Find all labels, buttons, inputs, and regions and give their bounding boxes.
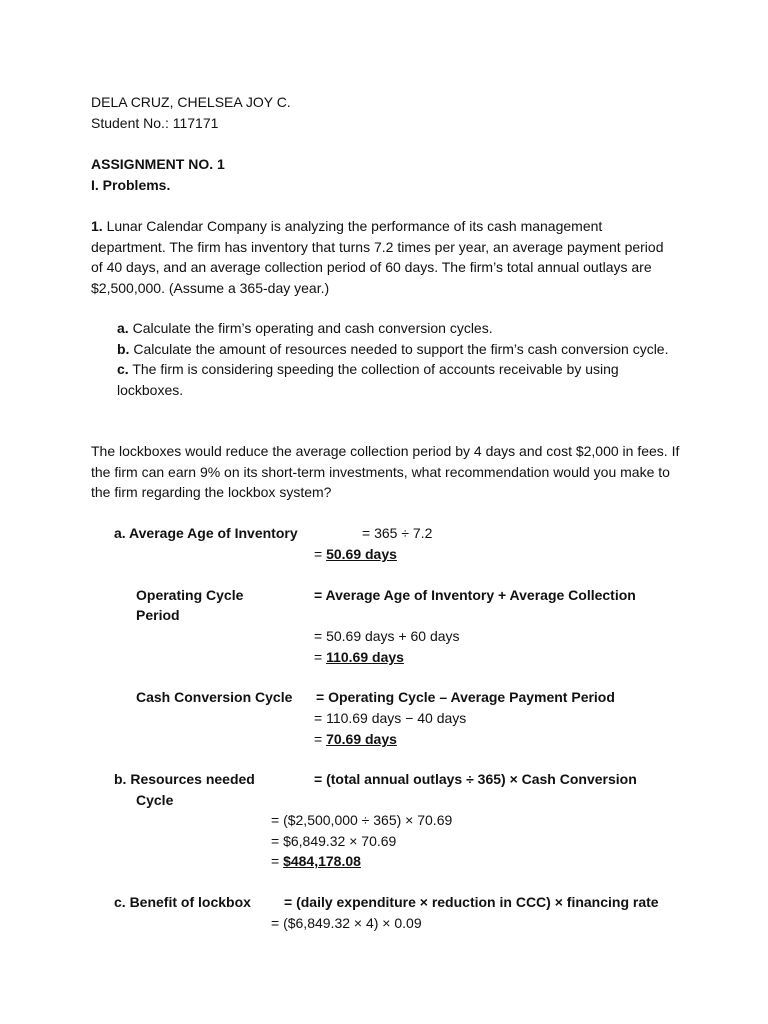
solution-b-step1: = ($2,500,000 ÷ 365) × 70.69	[271, 812, 453, 828]
problem-item-b: b. Calculate the amount of resources needed to support the firm’s cash conversion cycle.	[117, 340, 669, 357]
ccc-step: = 110.69 days − 40 days	[314, 710, 467, 726]
student-number: Student No.: 117171	[91, 115, 219, 131]
problem-items	[117, 318, 677, 400]
problem-paragraph	[91, 216, 675, 298]
problem-item-a: a. Calculate the firm’s operating and cash conversion cycles.	[117, 320, 493, 336]
problem-number: 1.	[91, 218, 103, 234]
solution-b-formula: = (total annual outlays ÷ 365) × Cash Conversion	[314, 771, 637, 787]
operating-cycle-formula: = Average Age of Inventory + Average Collection	[314, 587, 636, 603]
ccc-result: = 70.69 days	[314, 731, 397, 747]
student-name: DELA CRUZ, CHELSEA JOY C.	[91, 94, 291, 110]
solution-b-label: b. Resources needed	[114, 771, 255, 787]
solution-b-result: = $484,178.08	[271, 853, 361, 869]
assignment-title: ASSIGNMENT NO. 1	[91, 156, 225, 172]
solution-a-label: a. Average Age of Inventory	[114, 525, 298, 541]
solution-b-step2: = $6,849.32 × 70.69	[271, 833, 397, 849]
operating-cycle-label-2: Period	[136, 607, 180, 623]
problem-item-c: c. The firm is considering speeding the collection of accounts receivable by using lockboxes.	[117, 361, 619, 398]
section-title: I. Problems.	[91, 177, 171, 193]
followup-paragraph: The lockboxes would reduce the average collection period by 4 days and cost $2,000 in fees. If the firm can earn 9% on its short-term investments, what recommendation would you make to the firm regarding the lockbox system?	[91, 443, 680, 500]
solution-c-formula: = (daily expenditure × reduction in CCC) × financing rate	[284, 894, 659, 910]
ccc-label: Cash Conversion Cycle	[136, 689, 293, 705]
operating-cycle-label: Operating Cycle	[136, 587, 244, 603]
operating-cycle-step: = 50.69 days + 60 days	[314, 628, 460, 644]
ccc-formula: = Operating Cycle – Average Payment Period	[316, 689, 615, 705]
solution-a-formula: = 365 ÷ 7.2	[362, 525, 433, 541]
solution-a-result: = 50.69 days	[314, 546, 397, 562]
problem-text: Lunar Calendar Company is analyzing the performance of its cash management department. The firm has inventory that turns 7.2 times per year, an average payment period of 40 days, and an average collection period of 60 days. The firm’s total annual outlays are $2,500,000. (Assume a 365-day year.)	[91, 218, 664, 296]
operating-cycle-result: = 110.69 days	[314, 649, 404, 665]
solution-c-step1: = ($6,849.32 × 4) × 0.09	[271, 915, 422, 931]
solution-c-label: c. Benefit of lockbox	[114, 894, 251, 910]
solution-b-label-2: Cycle	[136, 792, 174, 808]
